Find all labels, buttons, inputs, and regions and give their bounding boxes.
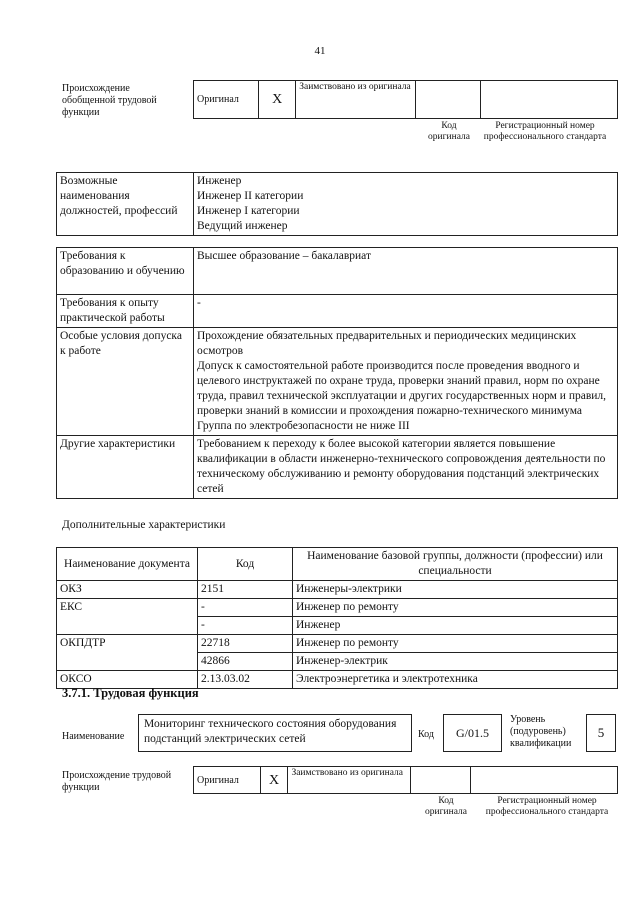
additional-table — [56, 547, 618, 689]
education-label: Требования к образованию и обучению — [57, 248, 194, 295]
doc-cell: ОКЗ — [57, 581, 198, 599]
reg2-caption: Регистрационный номер профессионального стандарта — [485, 796, 609, 817]
experience-value: - — [194, 295, 618, 328]
origin-table — [193, 80, 618, 119]
labor-function-heading: 3.7.1. Трудовая функция — [62, 686, 199, 700]
origin2-table — [193, 766, 618, 794]
positions-table — [56, 172, 618, 236]
borrowed2-label: Заимствовано из оригинала — [288, 767, 410, 794]
position-item: Ведущий инженер — [197, 220, 288, 232]
education-value: Высшее образование – бакалавриат — [194, 248, 618, 295]
code2-caption: Код оригинала — [425, 796, 467, 817]
header-doc: Наименование документа — [57, 548, 198, 581]
condition-line: Прохождение обязательных предварительных и периодических медицинских осмотров — [197, 330, 577, 357]
lf-code-value: G/01.5 — [443, 714, 502, 752]
header-code: Код — [198, 548, 293, 581]
code-cell: 22718 — [198, 635, 293, 653]
name-cell: Инженер — [293, 617, 618, 635]
experience-label: Требования к опыту практической работы — [57, 295, 194, 328]
position-item: Инженер II категории — [197, 190, 304, 202]
code-caption: Код оригинала — [428, 121, 470, 142]
positions-label: Возможные наименования должностей, профессий — [57, 173, 194, 236]
table-row — [57, 581, 618, 599]
borrowed-label: Заимствовано из оригинала — [296, 81, 415, 119]
original-code-cell — [415, 81, 480, 119]
name-cell: Инженеры-электрики — [293, 581, 618, 599]
table-row — [57, 599, 618, 617]
reg-number-cell — [480, 81, 617, 119]
original2-mark: X — [260, 767, 288, 794]
code-cell: 42866 — [198, 653, 293, 671]
name-cell: Электроэнергетика и электротехника — [293, 671, 618, 689]
position-item: Инженер — [197, 175, 242, 187]
header-name: Наименование базовой группы, должности (профессии) или специальности — [293, 548, 618, 581]
code-cell: - — [198, 599, 293, 617]
doc-cell: ЕКС — [57, 599, 198, 635]
origin2-label: Происхождение трудовой функции — [62, 770, 172, 793]
original-label: Оригинал — [194, 81, 259, 119]
original2-label: Оригинал — [194, 767, 261, 794]
requirements-table — [56, 247, 618, 499]
reg2-number-cell — [471, 767, 618, 794]
name-cell: Инженер-электрик — [293, 653, 618, 671]
lf-level-label: Уровень (подуровень) квалификации — [510, 714, 572, 749]
condition-line: Допуск к самостоятельной работе производится после проведения вводного и целевого инструктажей по охране труда, проверки знаний правил, норм по охране труда, правил технической эксплуатации и других государственных норм и правил, проверки знаний в комиссии и прохождения пожарно-технического минимума — [197, 360, 607, 417]
lf-level-value: 5 — [586, 714, 616, 752]
name-cell: Инженер по ремонту — [293, 635, 618, 653]
doc-cell: ОКСО — [57, 671, 198, 689]
page-number: 41 — [314, 45, 326, 57]
other-value: Требованием к переходу к более высокой категории является повышение квалификации в области инженерно-технического сопровождения деятельности по техническому обслуживанию и ремонту оборудования подстанций электрических сетей — [194, 436, 618, 499]
reg-caption: Регистрационный номер профессионального стандарта — [483, 121, 607, 142]
lf-name-value: Мониторинг технического состояния оборудования подстанций электрических сетей — [138, 714, 412, 752]
original2-code-cell — [410, 767, 471, 794]
other-label: Другие характеристики — [57, 436, 194, 499]
positions-list — [194, 173, 618, 236]
doc-cell: ОКПДТР — [57, 635, 198, 671]
conditions-label: Особые условия допуска к работе — [57, 328, 194, 436]
conditions-value — [194, 328, 618, 436]
name-cell: Инженер по ремонту — [293, 599, 618, 617]
position-item: Инженер I категории — [197, 205, 300, 217]
original-mark: X — [259, 81, 296, 119]
condition-line: Группа по электробезопасности не ниже III — [197, 420, 410, 432]
code-cell: 2151 — [198, 581, 293, 599]
table-row — [57, 635, 618, 653]
lf-code-label: Код — [418, 729, 434, 740]
additional-title: Дополнительные характеристики — [62, 519, 226, 531]
code-cell: - — [198, 617, 293, 635]
code-cell: 2.13.03.02 — [198, 671, 293, 689]
origin-label: Происхождение обобщенной трудовой функции — [62, 83, 157, 118]
lf-name-label: Наименование — [62, 731, 125, 742]
